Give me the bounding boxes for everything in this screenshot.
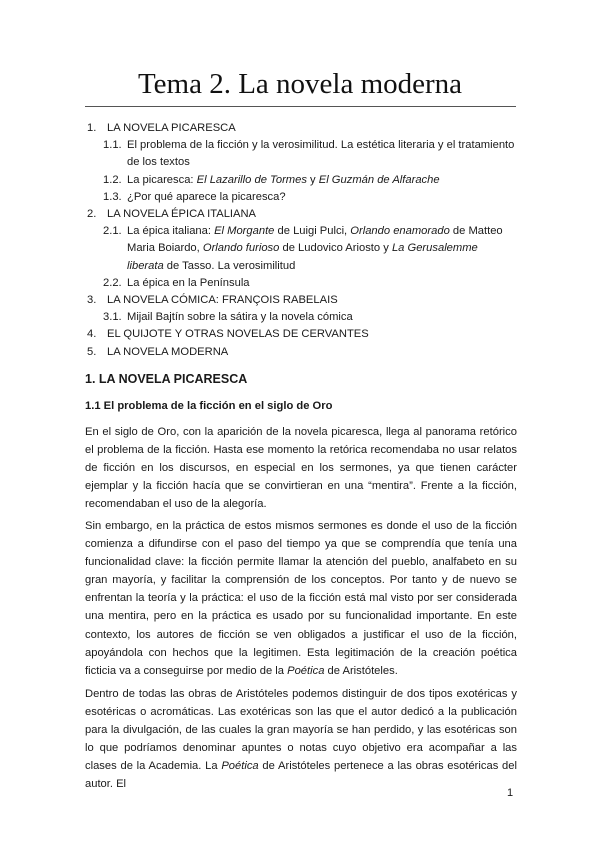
title-underline — [85, 106, 516, 107]
paragraph-text: Sin embargo, en la práctica de estos mismos sermones es donde el uso de la ficción comienza a difundirse con el paso del tiempo ya que se comprendía que tenía una funcionalidad clave: la ficción permite llamar la atención del pueblo, analfabeto en su gran mayoría, y facilitar la comprensión de los conceptos. Por tanto y de nuevo se enfrentan la teoría y la práctica: el uso de la ficción está mal visto por ser considerada una mentira, pero en la práctica es usado por su funcionalidad importante. En este contexto, los autores de ficción se ven obligados a justificar el uso de la ficción, apoyándola con hechos que la legitimen. Esta legitimación de la creación poética ficticia va a conseguirse por medio de la — [85, 520, 517, 677]
toc-work-title: El Lazarillo de Tormes — [196, 173, 307, 186]
toc-text: LA NOVELA MODERNA — [107, 345, 229, 358]
toc-number: 1.2. — [103, 173, 122, 186]
work-title: Poética — [287, 664, 325, 677]
toc-number: 4. — [87, 328, 97, 341]
paragraph-text: Dentro de todas las obras de Aristóteles podemos distinguir de dos tipos exotéricas y esotéricas o acromáticas. Las exotéricas son las que el autor dedicó a la publicación para la divulgación, de las cuales la gran mayoría se han perdido, y las esotéricas son lo que podríamos denominar apuntes o notas cuyo objetivo era acompañar a las clases de la Academia. La — [85, 688, 517, 773]
toc-text — [127, 223, 517, 275]
toc-text: LA NOVELA CÓMICA: FRANÇOIS RABELAIS — [107, 294, 338, 307]
toc-item — [85, 309, 517, 326]
toc-work-title: La Gerusalemme liberata — [127, 242, 478, 272]
toc-item — [85, 326, 517, 343]
toc-number: 2.2. — [103, 276, 122, 289]
toc-text-part: de Ludovico Ariosto y — [279, 242, 392, 255]
toc-text-part: La épica italiana: — [127, 225, 215, 238]
work-title: Poética — [221, 760, 259, 773]
toc-item — [85, 275, 517, 292]
toc-work-title: Orlando enamorado — [350, 225, 450, 238]
toc-work-title: El Morgante — [214, 225, 275, 238]
toc-work-title: El Guzmán de Alfarache — [318, 173, 440, 186]
body-paragraph — [85, 685, 517, 794]
toc-item — [85, 223, 517, 275]
toc-text-part: y — [306, 173, 319, 186]
toc-text: EL QUIJOTE Y OTRAS NOVELAS DE CERVANTES — [107, 328, 369, 341]
toc-number: 2.1. — [103, 225, 122, 238]
toc-number: 1. — [87, 122, 97, 134]
body-paragraph: En el siglo de Oro, con la aparición de la novela picaresca, llega al panorama retórico el problema de la ficción. Hasta ese momento la retórica recomendaba no usar relatos de ficción en los discursos, en especial en los sermones, ya que tienen carácter ejemplar y la ficción hacía que se convirtieran en una “mentira”. Frente a la ficción, recomendaban el uso de la alegoría. — [85, 426, 517, 511]
toc-number: 3. — [87, 294, 97, 307]
toc-text: El problema de la ficción y la verosimilitud. La estética literaria y el tratamiento de los textos — [127, 139, 515, 169]
toc-work-title: Orlando furioso — [202, 242, 280, 255]
paragraph-text: de Aristóteles. — [324, 664, 398, 677]
paragraph-text: de Aristóteles pertenece a las obras esotéricas del autor. El — [85, 760, 517, 791]
toc-item — [85, 172, 517, 189]
toc-item — [85, 137, 517, 171]
toc-number: 2. — [87, 208, 97, 221]
subsection-heading: 1.1 El problema de la ficción en el siglo de Oro — [85, 400, 333, 412]
toc-item — [85, 189, 517, 206]
toc-text: La épica en la Península — [127, 276, 250, 289]
toc-number: 1.1. — [103, 139, 122, 152]
toc-item — [85, 120, 517, 137]
toc-text: ¿Por qué aparece la picaresca? — [127, 190, 286, 203]
toc-item — [85, 292, 517, 309]
toc-text-part: de Luigi Pulci, — [274, 225, 351, 238]
toc-number: 1.3. — [103, 190, 122, 203]
toc-text-part: de Matteo Maria Boiardo, — [127, 225, 503, 255]
toc-text-part: La picaresca: — [127, 173, 197, 186]
page-number: 1 — [507, 787, 514, 799]
toc-text: Mijail Bajtín sobre la sátira y la novela cómica — [127, 311, 353, 324]
document-title: Tema 2. La novela moderna — [137, 68, 463, 100]
toc-number: 5. — [87, 345, 97, 358]
body-paragraph — [85, 517, 517, 680]
toc-number: 3.1. — [103, 311, 122, 324]
toc-text — [127, 172, 517, 189]
toc-text-part: de Tasso. La verosimilitud — [163, 259, 296, 272]
toc-item — [85, 206, 517, 223]
table-of-contents — [85, 120, 517, 361]
toc-item — [85, 344, 517, 361]
toc-text: LA NOVELA PICARESCA — [107, 122, 236, 134]
toc-text: LA NOVELA ÉPICA ITALIANA — [107, 208, 257, 221]
section-heading: 1. LA NOVELA PICARESCA — [85, 372, 248, 386]
